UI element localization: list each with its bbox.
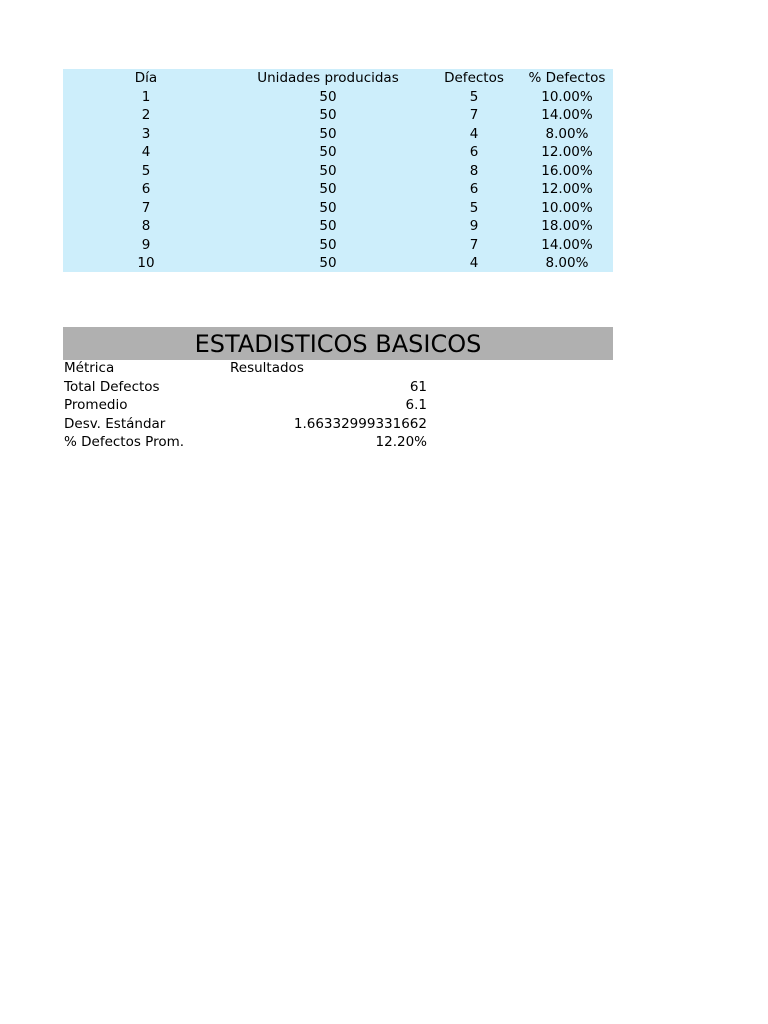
stats-metric-value: 12.20% xyxy=(375,434,427,450)
table-row xyxy=(63,199,613,217)
cell-unidades: 50 xyxy=(319,218,337,234)
stats-metric-label: Total Defectos xyxy=(64,378,160,395)
cell-dia: 1 xyxy=(141,88,151,105)
stats-header-metric: Métrica xyxy=(64,360,115,376)
stats-row xyxy=(63,378,428,396)
production-table xyxy=(63,69,613,272)
header-unidades: Unidades producidas xyxy=(257,70,399,86)
cell-unidades: 50 xyxy=(319,181,337,197)
stats-metric-value: 61 xyxy=(409,378,427,395)
cell-pct-defectos: 12.00% xyxy=(541,144,593,160)
cell-defectos: 5 xyxy=(469,88,479,105)
header-defectos: Defectos xyxy=(444,70,504,86)
cell-dia: 7 xyxy=(141,199,151,216)
cell-unidades: 50 xyxy=(319,236,337,253)
cell-unidades: 50 xyxy=(319,144,337,160)
stats-row xyxy=(63,396,428,414)
stats-metric-value: 6.1 xyxy=(405,397,427,413)
table-row xyxy=(63,236,613,254)
cell-defectos: 4 xyxy=(469,255,479,271)
cell-unidades: 50 xyxy=(319,255,337,271)
stats-metric-label: % Defectos Prom. xyxy=(64,434,185,450)
cell-dia: 2 xyxy=(141,107,151,123)
stats-metric-label: Desv. Estándar xyxy=(64,415,166,432)
cell-defectos: 9 xyxy=(469,218,479,234)
cell-unidades: 50 xyxy=(319,88,337,105)
cell-pct-defectos: 8.00% xyxy=(545,255,589,271)
stats-title-banner: ESTADISTICOS BASICOS xyxy=(63,327,613,360)
table-row xyxy=(63,217,613,235)
cell-dia: 9 xyxy=(141,236,151,253)
table-row xyxy=(63,88,613,106)
header-pct-defectos: % Defectos xyxy=(528,70,606,86)
table-header-row xyxy=(63,69,613,87)
cell-defectos: 8 xyxy=(469,162,479,179)
cell-dia: 5 xyxy=(141,162,151,179)
cell-defectos: 7 xyxy=(469,107,479,123)
table-row xyxy=(63,125,613,143)
table-row xyxy=(63,180,613,198)
stats-metric-value: 1.66332999331662 xyxy=(293,415,427,432)
cell-defectos: 7 xyxy=(469,236,479,253)
cell-pct-defectos: 16.00% xyxy=(541,162,593,179)
cell-defectos: 5 xyxy=(469,199,479,216)
stats-row xyxy=(63,415,428,433)
cell-dia: 6 xyxy=(141,181,151,197)
header-dia: Día xyxy=(134,70,158,86)
cell-defectos: 4 xyxy=(469,125,479,142)
cell-pct-defectos: 18.00% xyxy=(541,218,593,234)
cell-defectos: 6 xyxy=(469,181,479,197)
cell-pct-defectos: 14.00% xyxy=(541,107,593,123)
cell-pct-defectos: 10.00% xyxy=(541,199,593,216)
table-row xyxy=(63,106,613,124)
cell-pct-defectos: 14.00% xyxy=(541,236,593,253)
stats-header-row xyxy=(63,359,428,377)
stats-metric-label: Promedio xyxy=(64,397,128,413)
stats-row xyxy=(63,433,428,451)
cell-pct-defectos: 10.00% xyxy=(541,88,593,105)
stats-header-result: Resultados xyxy=(230,360,304,376)
cell-unidades: 50 xyxy=(319,107,337,123)
cell-dia: 4 xyxy=(141,144,151,160)
cell-unidades: 50 xyxy=(319,125,337,142)
table-row xyxy=(63,143,613,161)
cell-unidades: 50 xyxy=(319,162,337,179)
cell-pct-defectos: 12.00% xyxy=(541,181,593,197)
table-row xyxy=(63,162,613,180)
table-row xyxy=(63,254,613,272)
cell-unidades: 50 xyxy=(319,199,337,216)
cell-defectos: 6 xyxy=(469,144,479,160)
cell-dia: 8 xyxy=(141,218,151,234)
cell-pct-defectos: 8.00% xyxy=(545,125,589,142)
cell-dia: 3 xyxy=(141,125,151,142)
cell-dia: 10 xyxy=(137,255,155,271)
